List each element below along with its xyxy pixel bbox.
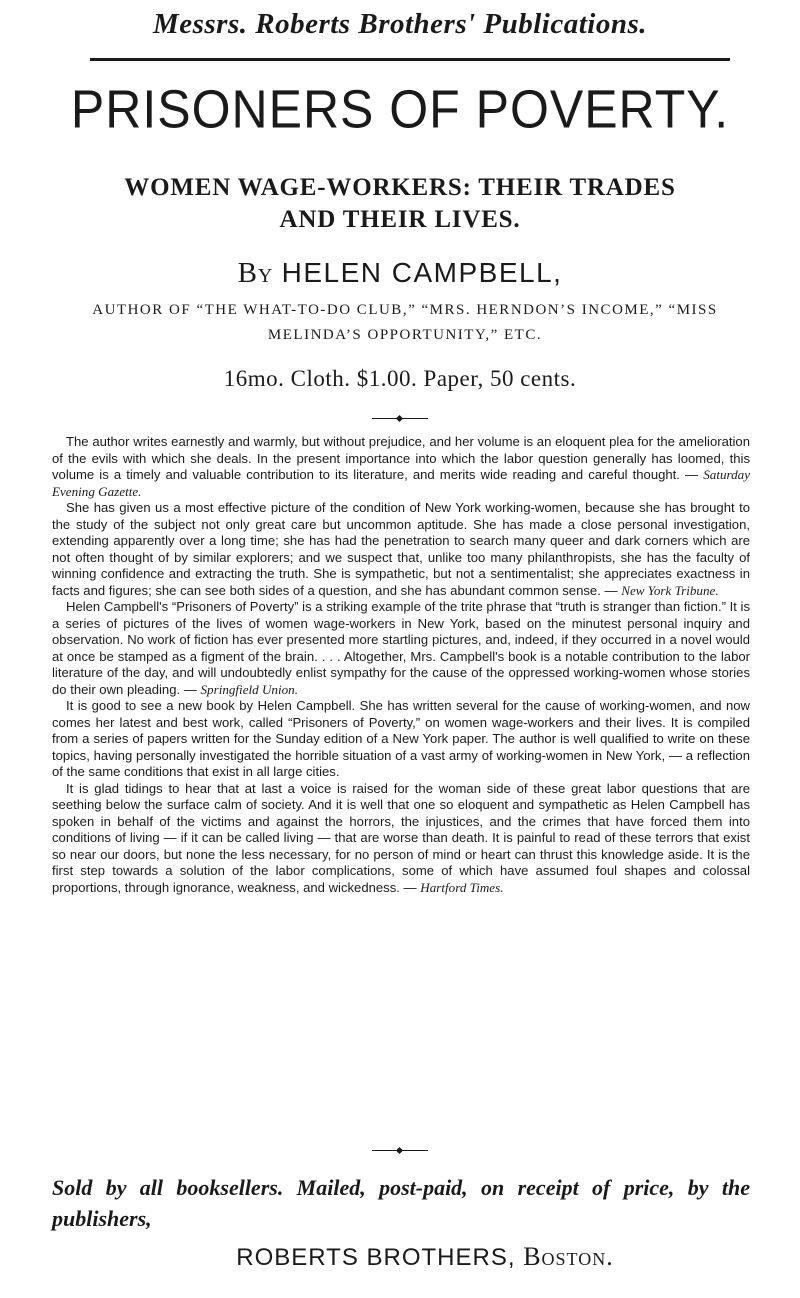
review-paragraph	[52, 500, 750, 599]
review-text: She has given us a most effective picture of the condition of New York working-women, because she has brought to the study of the subject not only great care but uncommon aptitude. She has made a close personal investigation, extending apparently over a long time; she has had the penetration to search many queer and dark corners which are not often thought of by similar explorers; and we suspect that, unlike too many philanthropists, she has the faculty of winning confidence and extracting the truth. She is sympathetic, but not a sentimentalist; she appreciates exactness in facts and figures; she can see both sides of a question, and she has abundant common sense. —	[52, 500, 750, 598]
review-source: New York Tribune.	[621, 582, 719, 598]
divider-diamond	[396, 415, 403, 422]
reviews-section	[52, 434, 750, 896]
review-text: The author writes earnestly and warmly, but without prejudice, and her volume is an eloquent plea for the amelioration of the evils with which she deals. In the present importance into which the labor question generally has loomed, this volume is a timely and valuable contribution to its literature, and merits wide reading and careful thought. —	[52, 434, 750, 482]
price-line: 16mo. Cloth. $1.00. Paper, 50 cents.	[223, 366, 577, 391]
ornament-divider	[372, 414, 428, 424]
header-rule	[90, 58, 730, 61]
review-source: Hartford Times.	[420, 879, 504, 895]
author-previous-works: AUTHOR OF “THE WHAT-TO-DO CLUB,” “MRS. HERNDON’S INCOME,” “MISS MELINDA’S OPPORTUNITY,” ETC.	[92, 302, 718, 343]
book-title: PRISONERS OF POVERTY.	[70, 78, 730, 140]
byline	[0, 257, 800, 290]
running-head: Messrs. Roberts Brothers' Publications.	[152, 8, 648, 40]
ornament-divider	[372, 1146, 428, 1156]
publisher-city: Boston.	[523, 1242, 614, 1271]
book-subtitle: WOMEN WAGE-WORKERS: THEIR TRADES AND THEIR LIVES.	[124, 174, 676, 233]
sold-notice: Sold by all booksellers. Mailed, post-paid, on receipt of price, by the publishers,	[52, 1175, 750, 1231]
review-text: It is glad tidings to hear that at last a voice is raised for the woman side of these great labor questions that are seething below the surface calm of society. And it is well that one so eloquent and sympathetic as Helen Campbell has spoken in behalf of the victims and against the horrors, the injustices, and the crimes that have forced them into conditions of living — if it can be called living — that are worse than death. It is painful to read of these terrors that exist so near our doors, but none the less necessary, for no person of mind or heart can thrust this knowledge aside. It is the first step towards a solution of the labor complications, some of which have assumed foul shapes and colossal proportions, through ignorance, weakness, and wickedness. —	[52, 780, 750, 895]
review-paragraph	[52, 781, 750, 897]
review-source: Saturday Evening Gazette.	[52, 467, 751, 499]
review-paragraph	[52, 698, 750, 781]
review-source: Springfield Union.	[200, 681, 298, 697]
publisher-name: ROBERTS BROTHERS,	[236, 1244, 516, 1271]
author-name: HELEN CAMPBELL,	[281, 257, 563, 288]
review-paragraph	[52, 434, 750, 500]
byline-prefix: By	[237, 257, 274, 289]
review-text: It is good to see a new book by Helen Campbell. She has written several for the cause of working-women, and now comes her latest and best work, called “Prisoners of Poverty,” on women wage-workers and their lives. It is compiled from a series of papers written for the Sunday edition of a New York paper. The author is well qualified to write on these topics, having personally investigated the horrible situation of a vast army of working-women in New York, — a reflection of the same conditions that exist in all large cities.	[52, 698, 750, 779]
review-text: Helen Campbell's “Prisoners of Poverty” is a striking example of the trite phrase that “truth is stranger than fiction.” It is a series of pictures of the lives of women wage-workers in New York, based on the minutest personal inquiry and observation. No work of fiction has ever presented more startling pictures, and, indeed, if they occurred in a novel would at once be stamped as a figment of the brain. . . . Altogether, Mrs. Campbell's book is a notable contribution to the labor literature of the day, and will undoubtedly enlist sympathy for the cause of the oppressed working-women whose stories do their own pleading. —	[52, 599, 750, 697]
divider-diamond	[396, 1147, 403, 1154]
review-paragraph	[52, 599, 750, 698]
publisher-imprint	[0, 1242, 800, 1272]
